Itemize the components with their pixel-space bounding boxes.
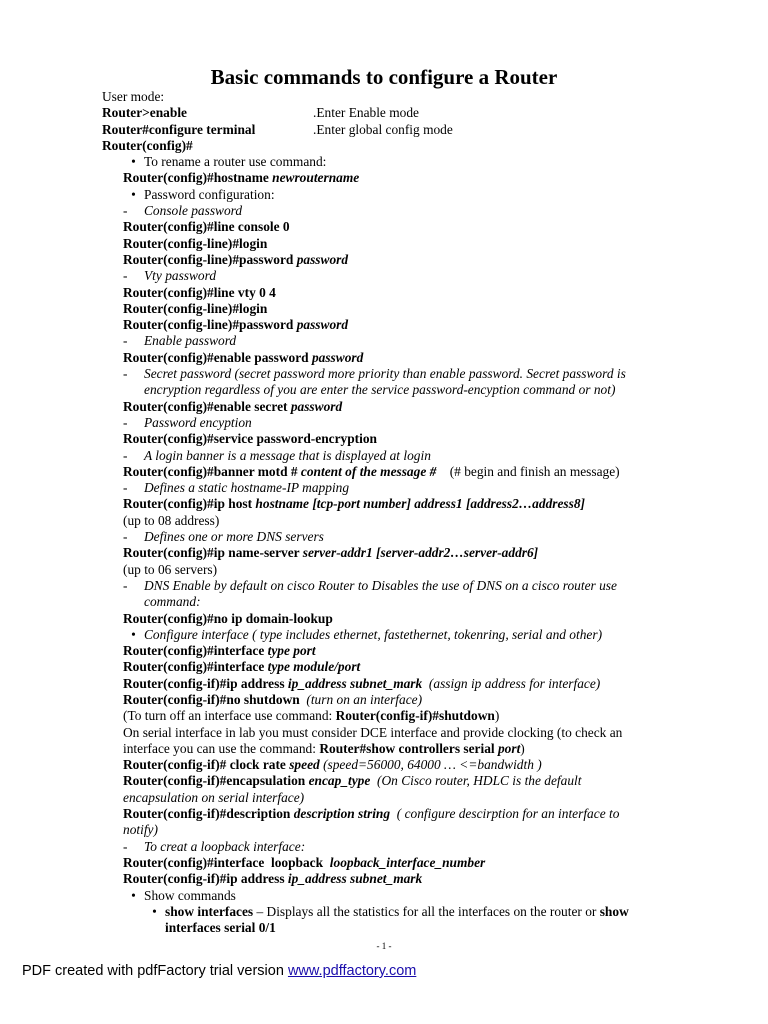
command-text: Router(config)#interface (123, 643, 268, 659)
command-arg: encap_type (308, 773, 371, 789)
dash-text: Defines one or more DNS servers (144, 529, 324, 545)
page-number: - 1 - (376, 941, 392, 951)
command-note: (speed=56000, 64000 … <=bandwidth ) (319, 757, 542, 773)
text-segment: ) (520, 740, 525, 756)
command-line (102, 659, 662, 675)
pdf-footer (22, 963, 416, 979)
command-arg: password (296, 251, 349, 267)
command-note: (# begin and finish an message) (436, 463, 620, 479)
dash-item (102, 839, 662, 855)
dash-icon: - (123, 529, 128, 545)
page-title: Basic commands to configure a Router (210, 65, 558, 89)
command-description: .Enter global config mode (313, 121, 453, 137)
command-text: Router(config)#interface loopback (123, 854, 330, 870)
command-text: Router(config-line)#password (123, 251, 297, 267)
document-body (102, 89, 662, 936)
command-line: Router(config-line)#login (123, 235, 268, 251)
command-arg: hostname [tcp-port number] address1 [address2…address8] (255, 496, 585, 512)
command-text: Router(config-if)#shutdown (335, 708, 495, 724)
command-text: show (599, 903, 629, 919)
command-note: (On Cisco router, HDLC is the default (370, 773, 582, 789)
command-line (102, 350, 662, 366)
command-arg: password (290, 398, 343, 414)
command-line (102, 496, 662, 512)
dash-icon: - (123, 268, 128, 284)
text-segment: (To turn off an interface use command: (123, 708, 336, 724)
command-text: Router(config)#ip host (123, 496, 256, 512)
text-line: (up to 06 servers) (123, 561, 218, 577)
command-arg: newroutername (272, 170, 360, 186)
command-line: Router(config)# (102, 137, 193, 153)
command-row (102, 105, 662, 121)
command-line (102, 545, 662, 561)
command-line: Router(config)#service password-encryption (123, 431, 378, 447)
command-text: Router#show controllers serial (319, 740, 498, 756)
dash-text: To creat a loopback interface: (144, 838, 306, 854)
command-line (102, 252, 662, 268)
dash-text: A login banner is a message that is displayed at login (144, 447, 431, 463)
text-line: User mode: (102, 89, 165, 104)
command-arg: ip_address subnet_mark (287, 871, 423, 887)
dash-icon: - (123, 414, 128, 430)
command-arg: server-addr1 [server-addr2…server-addr6] (302, 545, 539, 561)
command-line (102, 643, 662, 659)
footer-text: PDF created with pdfFactory trial version (22, 963, 288, 979)
dash-text-continued: command: (144, 594, 201, 610)
dash-text: Secret password (secret password more priority than enable password. Secret password is (144, 366, 626, 382)
command-line (102, 464, 662, 480)
command-text: Router(config)#hostname (123, 170, 273, 186)
command-line: Router(config)#line console 0 (123, 219, 290, 235)
dash-item (102, 268, 662, 284)
bullet-item (102, 187, 662, 203)
bullet-icon: • (131, 186, 136, 202)
command-line (102, 399, 662, 415)
command-line (102, 855, 662, 871)
command-text: Router(config)#banner motd # (123, 463, 301, 479)
bullet-icon: • (131, 154, 136, 170)
command-arg: loopback_interface_number (329, 854, 486, 870)
dash-text: Defines a static hostname-IP mapping (144, 480, 350, 496)
command-line: Router(config)#line vty 0 4 (123, 284, 276, 300)
command-arg: type module/port (267, 659, 361, 675)
command-arg: description string (293, 806, 391, 822)
command-text: Router#configure terminal (102, 121, 256, 137)
command-text: Router(config-if)#no shutdown (123, 691, 300, 707)
dash-item (102, 480, 662, 496)
command-note-continued: encapsulation on serial interface) (123, 789, 305, 805)
command-note: (assign ip address for interface) (422, 675, 601, 691)
text-line (102, 741, 662, 757)
dash-item (102, 448, 662, 464)
text-line: (up to 08 address) (123, 512, 220, 528)
dash-icon: - (123, 203, 128, 219)
dash-icon: - (123, 838, 128, 854)
text-line: On serial interface in lab you must consider DCE interface and provide clocking (to check an (123, 724, 623, 740)
sub-bullet-item (102, 904, 662, 920)
command-note: ( configure descirption for an interface to (390, 806, 620, 822)
dash-text: Password encyption (144, 414, 252, 430)
command-text: Router(config-if)#encapsulation (123, 773, 309, 789)
bullet-text: Password configuration: (144, 186, 275, 202)
bullet-icon: • (131, 887, 136, 903)
command-line (102, 871, 662, 887)
dash-item (102, 529, 662, 545)
command-description: .Enter Enable mode (313, 105, 419, 121)
bullet-text: – Displays all the statistics for all the interfaces on the router or (253, 903, 600, 919)
command-arg: password (311, 349, 364, 365)
dash-text: Console password (144, 203, 243, 219)
command-line (102, 692, 662, 708)
bullet-icon: • (131, 626, 136, 642)
footer-link[interactable]: www.pdffactory.com (287, 963, 417, 979)
command-text: Router(config)#ip name-server (123, 545, 303, 561)
command-text: Router(config-line)#password (123, 317, 297, 333)
command-text: Router(config)#enable secret (123, 398, 291, 414)
text-segment: interface you can use the command: (123, 740, 320, 756)
text-segment: ) (494, 708, 500, 724)
dash-text: Enable password (144, 333, 237, 349)
command-line (102, 170, 662, 186)
dash-icon: - (123, 447, 128, 463)
command-arg: port (497, 740, 521, 756)
dash-item (102, 578, 662, 594)
command-line (102, 317, 662, 333)
command-text: Router(config-if)# clock rate (123, 757, 290, 773)
command-text: Router(config-if)#ip address (123, 675, 288, 691)
text-line (102, 708, 662, 724)
command-text: Router(config)#enable password (123, 349, 312, 365)
command-arg: password (296, 317, 349, 333)
command-arg: content of the message # (300, 463, 437, 479)
bullet-item (102, 627, 662, 643)
dash-icon: - (123, 577, 128, 593)
dash-item (102, 415, 662, 431)
command-arg: speed (289, 757, 320, 773)
bullet-text: Configure interface ( type includes ethernet, fastethernet, tokenring, serial and other) (144, 626, 603, 642)
command-text: Router(config-if)#description (123, 806, 294, 822)
command-text: show interfaces (165, 903, 254, 919)
command-line (102, 806, 662, 822)
dash-text: Vty password (144, 268, 217, 284)
dash-text-continued: encryption regardless of you are enter the service password-encyption command or not) (144, 382, 616, 398)
dash-icon: - (123, 480, 128, 496)
dash-item (102, 333, 662, 349)
bullet-item (102, 888, 662, 904)
sub-bullet-continued: interfaces serial 0/1 (165, 920, 276, 936)
command-line: Router(config-line)#login (123, 300, 268, 316)
command-line (102, 757, 662, 773)
command-arg: ip_address subnet_mark (287, 675, 423, 691)
command-text: Router(config)#interface (123, 659, 268, 675)
dash-text: DNS Enable by default on cisco Router to Disables the use of DNS on a cisco router use (144, 577, 617, 593)
dash-icon: - (123, 366, 128, 382)
command-line: Router(config)#no ip domain-lookup (123, 610, 333, 626)
bullet-text: To rename a router use command: (144, 154, 327, 170)
command-note-continued: notify) (123, 822, 158, 838)
command-note: (turn on an interface) (299, 691, 423, 707)
dash-icon: - (123, 333, 128, 349)
command-text: Router>enable (102, 105, 187, 121)
command-row (102, 122, 662, 138)
bullet-icon: • (152, 903, 157, 919)
command-line (102, 676, 662, 692)
dash-item (102, 366, 662, 382)
command-line (102, 773, 662, 789)
dash-item (102, 203, 662, 219)
bullet-text: Show commands (144, 887, 236, 903)
bullet-item (102, 154, 662, 170)
command-text: Router(config-if)#ip address (123, 871, 288, 887)
command-arg: type port (267, 643, 316, 659)
